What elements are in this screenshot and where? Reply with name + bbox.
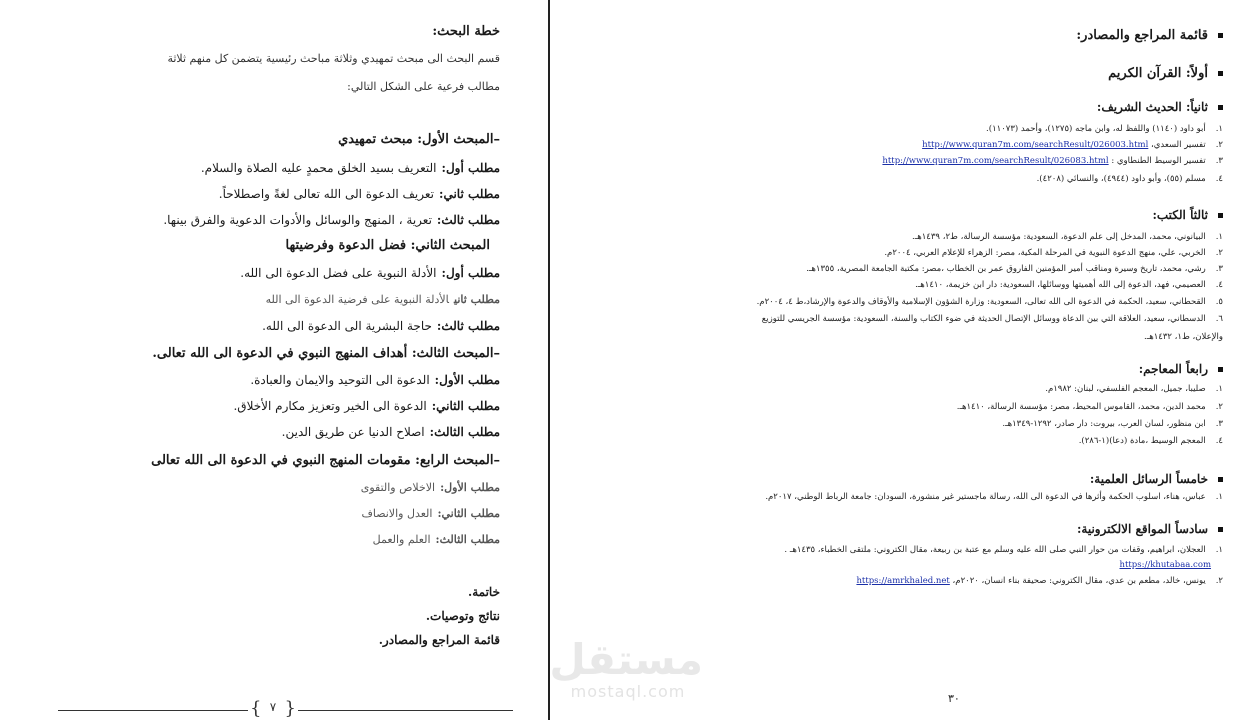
ref-number: ٤. — [1215, 174, 1223, 184]
item-text: العدل والانصاف — [361, 507, 433, 520]
item-text: تعرية ، المنهج والوسائل والأدوات الدعوية والفرق بينها. — [163, 213, 432, 227]
plan-item — [219, 187, 500, 201]
item-prefix: مطلب ثالث: — [436, 319, 500, 333]
item-text: الأدلة النبوية على فرضية الدعوة الى الله — [265, 293, 450, 306]
item-prefix: مطلب ثالث: — [436, 213, 500, 227]
ref-number: ٢. — [1215, 402, 1223, 412]
book-ref — [806, 264, 1223, 274]
plan-item — [262, 319, 500, 333]
books-heading — [1152, 208, 1223, 222]
ref-number: ٤. — [1215, 280, 1223, 290]
quran-heading-text: أولاً: القرآن الكريم — [1108, 66, 1208, 81]
item-text: اصلاح الدنيا عن طريق الدين. — [281, 425, 425, 439]
ref-number: ٦. — [1215, 314, 1223, 324]
closing-conclusion: خاتمة. — [468, 585, 500, 599]
ref-link[interactable]: http://www.quran7m.com/searchResult/026083.html — [882, 156, 1109, 166]
ref-number: ٢. — [1215, 248, 1223, 258]
ref-number: ٣. — [1215, 264, 1223, 274]
ref-text: الخربي، علي، منهج الدعوة النبوية في المرحلة المكية، مصر: الزهراء للإعلام العربي، ٢٠٠٤م. — [884, 248, 1206, 258]
item-text: الأدلة النبوية على فضل الدعوة الى الله. — [240, 266, 437, 280]
footer-rule — [58, 710, 248, 711]
item-text: التعريف بسيد الخلق محمدٍ عليه الصلاة والسلام. — [200, 161, 437, 175]
ref-number: ١. — [1215, 124, 1223, 134]
plan-item — [163, 213, 500, 227]
ref-link[interactable]: https://amrkhaled.net — [856, 576, 950, 586]
dictionaries-heading-text: رابعاً المعاجم: — [1138, 362, 1208, 376]
item-text: الاخلاص والتقوى — [360, 481, 436, 494]
websites-heading — [1077, 522, 1223, 536]
dictionary-ref — [1045, 384, 1223, 394]
page-number-left: { ٧ } — [250, 700, 296, 720]
watermark-logo — [549, 635, 703, 708]
page-divider — [548, 0, 550, 720]
books-heading-text: ثالثاً الكتب: — [1152, 208, 1208, 222]
plan-item — [201, 161, 500, 175]
website-ref — [784, 545, 1223, 555]
watermark-latin: mostaql.com — [570, 682, 686, 701]
ref-number: ١. — [1215, 545, 1223, 555]
quran-heading — [1108, 66, 1223, 81]
left-page — [0, 0, 548, 720]
ref-number: ٣. — [1215, 156, 1223, 166]
plan-item — [373, 533, 500, 546]
item-prefix: مطلب ثاني — [454, 293, 500, 306]
ref-text: المعجم الوسيط ،مادة (دعا)(١-٢٨٦). — [1078, 436, 1206, 446]
ref-number: ٢. — [1215, 576, 1223, 586]
item-prefix: مطلب الأول: — [440, 481, 500, 494]
book-ref-continued — [1144, 332, 1223, 342]
ref-number: ٥. — [1215, 297, 1223, 307]
book-ref — [757, 297, 1223, 307]
plan-item — [250, 373, 500, 387]
item-prefix: مطلب الثالث: — [429, 425, 500, 439]
book-ref — [762, 314, 1223, 324]
hadith-heading-text: ثانياً: الحديث الشريف: — [1096, 100, 1208, 114]
ref-number: ٤. — [1215, 436, 1223, 446]
website-ref — [856, 576, 1223, 586]
item-text: حاجة البشرية الى الدعوة الى الله. — [262, 319, 432, 333]
dictionary-ref — [1079, 436, 1223, 446]
item-prefix: مطلب الثاني: — [437, 507, 500, 520]
section-3-heading: –المبحث الثالث: أهداف المنهج النبوي في الدعوة الى الله تعالى. — [152, 346, 500, 361]
references-title — [1076, 28, 1223, 43]
ref-text: القحطاني، سعيد، الحكمة في الدعوة الى الله تعالى، السعودية: وزارة الشؤون الإسلامية والأوقاف والدعوة والإرشاد،ط ٤، ٢٠٠٤م. — [756, 297, 1206, 307]
item-text: الدعوة الى التوحيد والايمان والعبادة. — [250, 373, 430, 387]
ref-link[interactable]: https://khutabaa.com — [1119, 560, 1211, 570]
item-prefix: مطلب الثالث: — [435, 533, 500, 546]
book-ref — [915, 280, 1223, 290]
ref-text: مسلم (٥٥)، وأبو داود (٤٩٤٤)، والنسائي (٤٢٠٨). — [1036, 174, 1206, 184]
ref-text: تفسير السعدي، — [1151, 140, 1206, 150]
ref-text: والإعلان، ط١، ١٤٣٢هـ. — [1144, 332, 1223, 342]
website-link-line — [1120, 560, 1212, 570]
ref-text: يونس، خالد، مطعم بن عدي، مقال الكتروني: صحيفة بناء انسان، ٢٠٢٠م، — [952, 576, 1206, 586]
thesis-ref — [765, 492, 1223, 502]
hadith-heading — [1097, 100, 1223, 114]
ref-text: ابن منظور، لسان العرب، بيروت: دار صادر، ١٢٩٢-١٣٤٩هـ. — [1002, 419, 1206, 429]
section-2-heading: المبحث الثاني: فضل الدعوة وفرضيتها — [285, 238, 490, 253]
item-prefix: مطلب أول: — [441, 266, 500, 280]
plan-item — [233, 399, 500, 413]
item-text: تعريف الدعوة الى الله تعالى لغةً واصطلاحاً. — [218, 187, 435, 201]
dictionary-ref — [1002, 419, 1223, 429]
ref-text: العجلان، ابراهيم، وقفات من حوار النبي صلى الله عليه وسلم مع عتبة بن ربيعة، مقال الكتروني: ملتقى الخطباء، ١٤٣٥هـ . — [784, 545, 1206, 555]
hadith-ref — [986, 124, 1223, 134]
watermark-arabic: مستقل — [549, 635, 703, 684]
footer-rule — [298, 710, 513, 711]
plan-item — [282, 425, 500, 439]
ref-text: عباس، هناء، اسلوب الحكمة وأثرها في الدعوة الى الله، رسالة ماجستير غير منشورة، السودان: جامعة الرباط الوطني، ٢٠١٧م. — [765, 492, 1206, 502]
ref-text: صليبا، جميل، المعجم الفلسفي، لبنان: ١٩٨٢م. — [1045, 384, 1206, 394]
plan-title: خطة البحث: — [432, 24, 500, 39]
plan-item — [361, 481, 500, 494]
websites-heading-text: سادساً المواقع الالكترونية: — [1076, 522, 1208, 536]
item-text: العلم والعمل — [372, 533, 431, 546]
item-prefix: مطلب ثاني: — [439, 187, 500, 201]
ref-text: العصيمي، فهد، الدعوة إلى الله أهميتها ووسائلها، السعودية: دار ابن خزيمة، ١٤١٠هـ. — [915, 280, 1206, 290]
right-page — [549, 0, 1255, 720]
hadith-ref — [882, 156, 1223, 166]
closing-results: نتائج وتوصيات. — [425, 609, 500, 623]
ref-text: البيانوني، محمد، المدخل إلى علم الدعوة، السعودية: مؤسسة الرسالة، ط٢، ١٤٣٩هـ. — [912, 232, 1206, 242]
intro-line-2: مطالب فرعية على الشكل التالي: — [347, 80, 500, 93]
theses-heading-text: خامساً الرسائل العلمية: — [1089, 472, 1208, 486]
ref-number: ٣. — [1215, 419, 1223, 429]
ref-number: ١. — [1215, 492, 1223, 502]
hadith-ref — [922, 140, 1223, 150]
hadith-ref — [1037, 174, 1223, 184]
book-ref — [912, 232, 1223, 242]
references-title-text: قائمة المراجع والمصادر: — [1076, 28, 1208, 43]
plan-item — [240, 266, 500, 280]
ref-text: محمد الدين، محمد، القاموس المحيط، مصر: مؤسسة الرسالة، ١٤١٠هـ. — [956, 402, 1206, 412]
closing-references: قائمة المراجع والمصادر. — [378, 633, 500, 647]
ref-text: تفسير الوسيط الطنطاوي : — [1111, 156, 1206, 166]
ref-text: رشي، محمد، تاريخ وسيرة ومناقب أمير المؤمنين الفاروق عمر بن الخطاب ،مصر: مكتبة الجامعة المصرية، ١٣٥٥هـ. — [806, 264, 1206, 274]
item-text: الدعوة الى الخير وتعزيز مكارم الأخلاق. — [233, 399, 427, 413]
ref-number: ٢. — [1215, 140, 1223, 150]
item-prefix: مطلب الثاني: — [431, 399, 500, 413]
section-1-heading: –المبحث الأول: مبحث تمهيدي — [338, 132, 500, 147]
item-prefix: مطلب الأول: — [434, 373, 500, 387]
ref-number: ١. — [1215, 232, 1223, 242]
intro-line-1: قسم البحث الى مبحث تمهيدي وثلاثة مباحث رئيسية يتضمن كل منهم ثلاثة — [167, 52, 500, 65]
ref-text: أبو داود (١١٤٠) واللفظ له، وابن ماجه (١٢٧٥)، وأحمد (١١٠٧٣). — [986, 124, 1206, 134]
ref-number: ١. — [1215, 384, 1223, 394]
dictionary-ref — [957, 402, 1223, 412]
dictionaries-heading — [1139, 362, 1223, 376]
section-4-heading: –المبحث الرابع: مقومات المنهج النبوي في الدعوة الى الله تعالى — [151, 453, 500, 468]
ref-text: الدسطاني، سعيد، العلاقة التي بين الدعاة ووسائل الإتصال الحديثة في ضوء الكتاب والسنة، السعودية: مؤسسة الجريسي للتوزيع — [761, 314, 1206, 324]
page-number-right: ٣٠ — [948, 692, 960, 705]
plan-item — [361, 507, 500, 520]
plan-item — [266, 293, 500, 306]
item-prefix: مطلب أول: — [441, 161, 500, 175]
ref-link[interactable]: http://www.quran7m.com/searchResult/026003.html — [922, 140, 1149, 150]
theses-heading — [1090, 472, 1223, 486]
book-ref — [884, 248, 1223, 258]
